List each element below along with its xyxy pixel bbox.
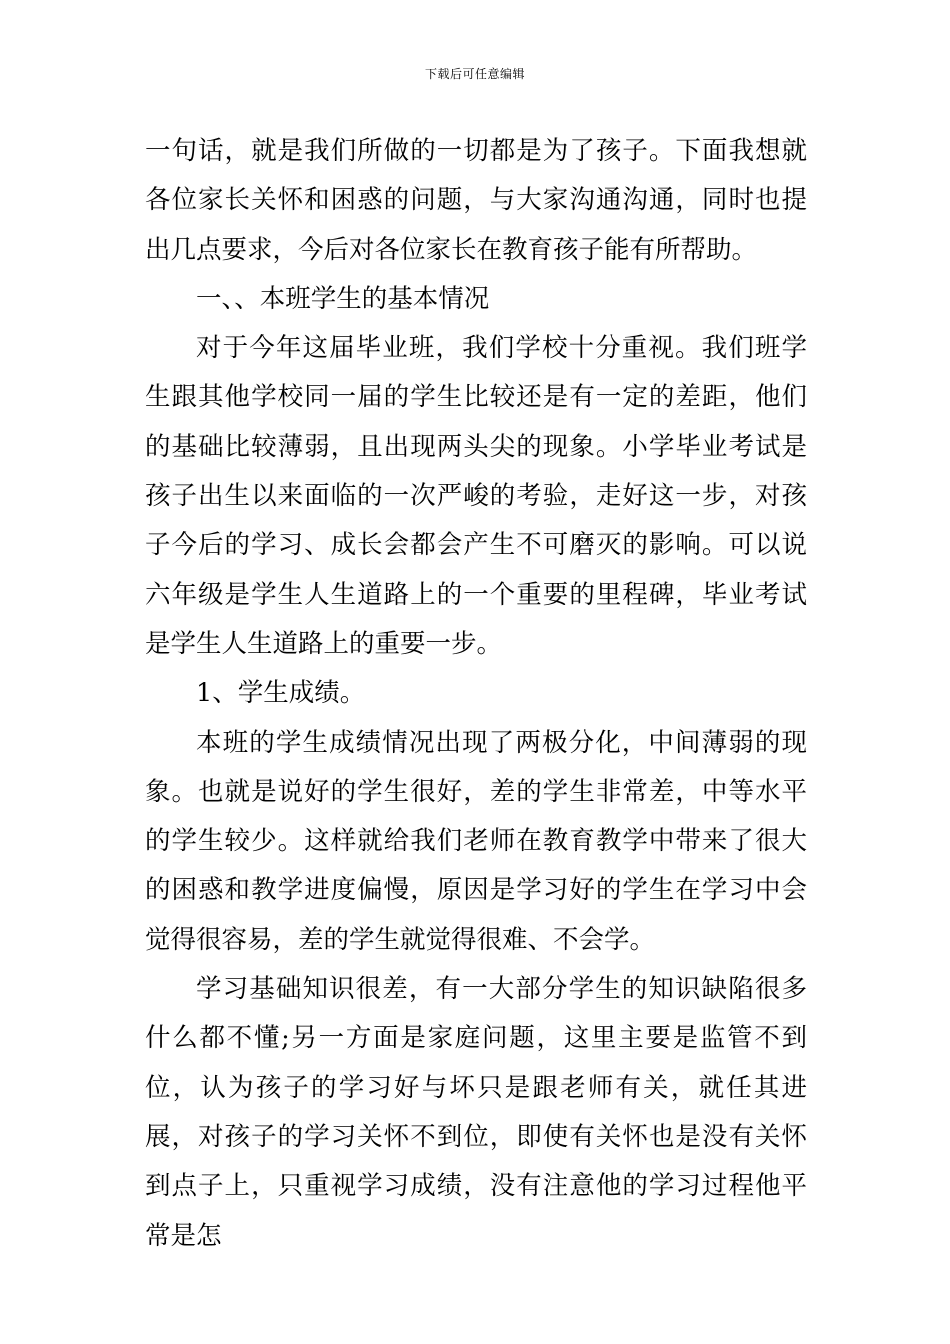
paragraph-grade-polarization: 本班的学生成绩情况出现了两极分化，中间薄弱的现象。也就是说好的学生很好，差的学生非常差，中等水平的学生较少。这样就给我们老师在教育教学中带来了很大的困惑和教学进度偏慢，原因是学习好的学生在学习中会觉得很容易，差的学生就觉得很难、不会学。	[145, 727, 807, 955]
paragraph-graduating-class: 对于今年这届毕业班，我们学校十分重视。我们班学生跟其他学校同一届的学生比较还是有一定的差距，他们的基础比较薄弱，且出现两头尖的现象。小学毕业考试是孩子出生以来面临的一次严峻的考验，走好这一步，对孩子今后的学习、成长会都会产生不可磨灭的影响。可以说六年级是学生人生道路上的一个重要的里程碑，毕业考试是学生人生道路上的重要一步。	[145, 333, 807, 659]
subheading-student-grades: 1、学生成绩。	[196, 678, 366, 709]
paragraph-intro: 一句话，就是我们所做的一切都是为了孩子。下面我想就各位家长关怀和困惑的问题，与大家沟通沟通，同时也提出几点要求，今后对各位家长在教育孩子能有所帮助。	[145, 136, 807, 265]
paragraph-basic-knowledge: 学习基础知识很差，有一大部分学生的知识缺陷很多什么都不懂;另一方面是家庭问题，这里主要是监管不到位，认为孩子的学习好与坏只是跟老师有关，就任其进展，对孩子的学习关怀不到位，即使有关怀也是没有关怀到点子上，只重视学习成绩，没有注意他的学习过程他平常是怎	[145, 974, 807, 1251]
page-header: 下载后可任意编辑	[424, 67, 525, 81]
section-heading-class-situation: 一、、本班学生的基本情况	[196, 283, 490, 314]
document-body	[145, 127, 807, 1261]
